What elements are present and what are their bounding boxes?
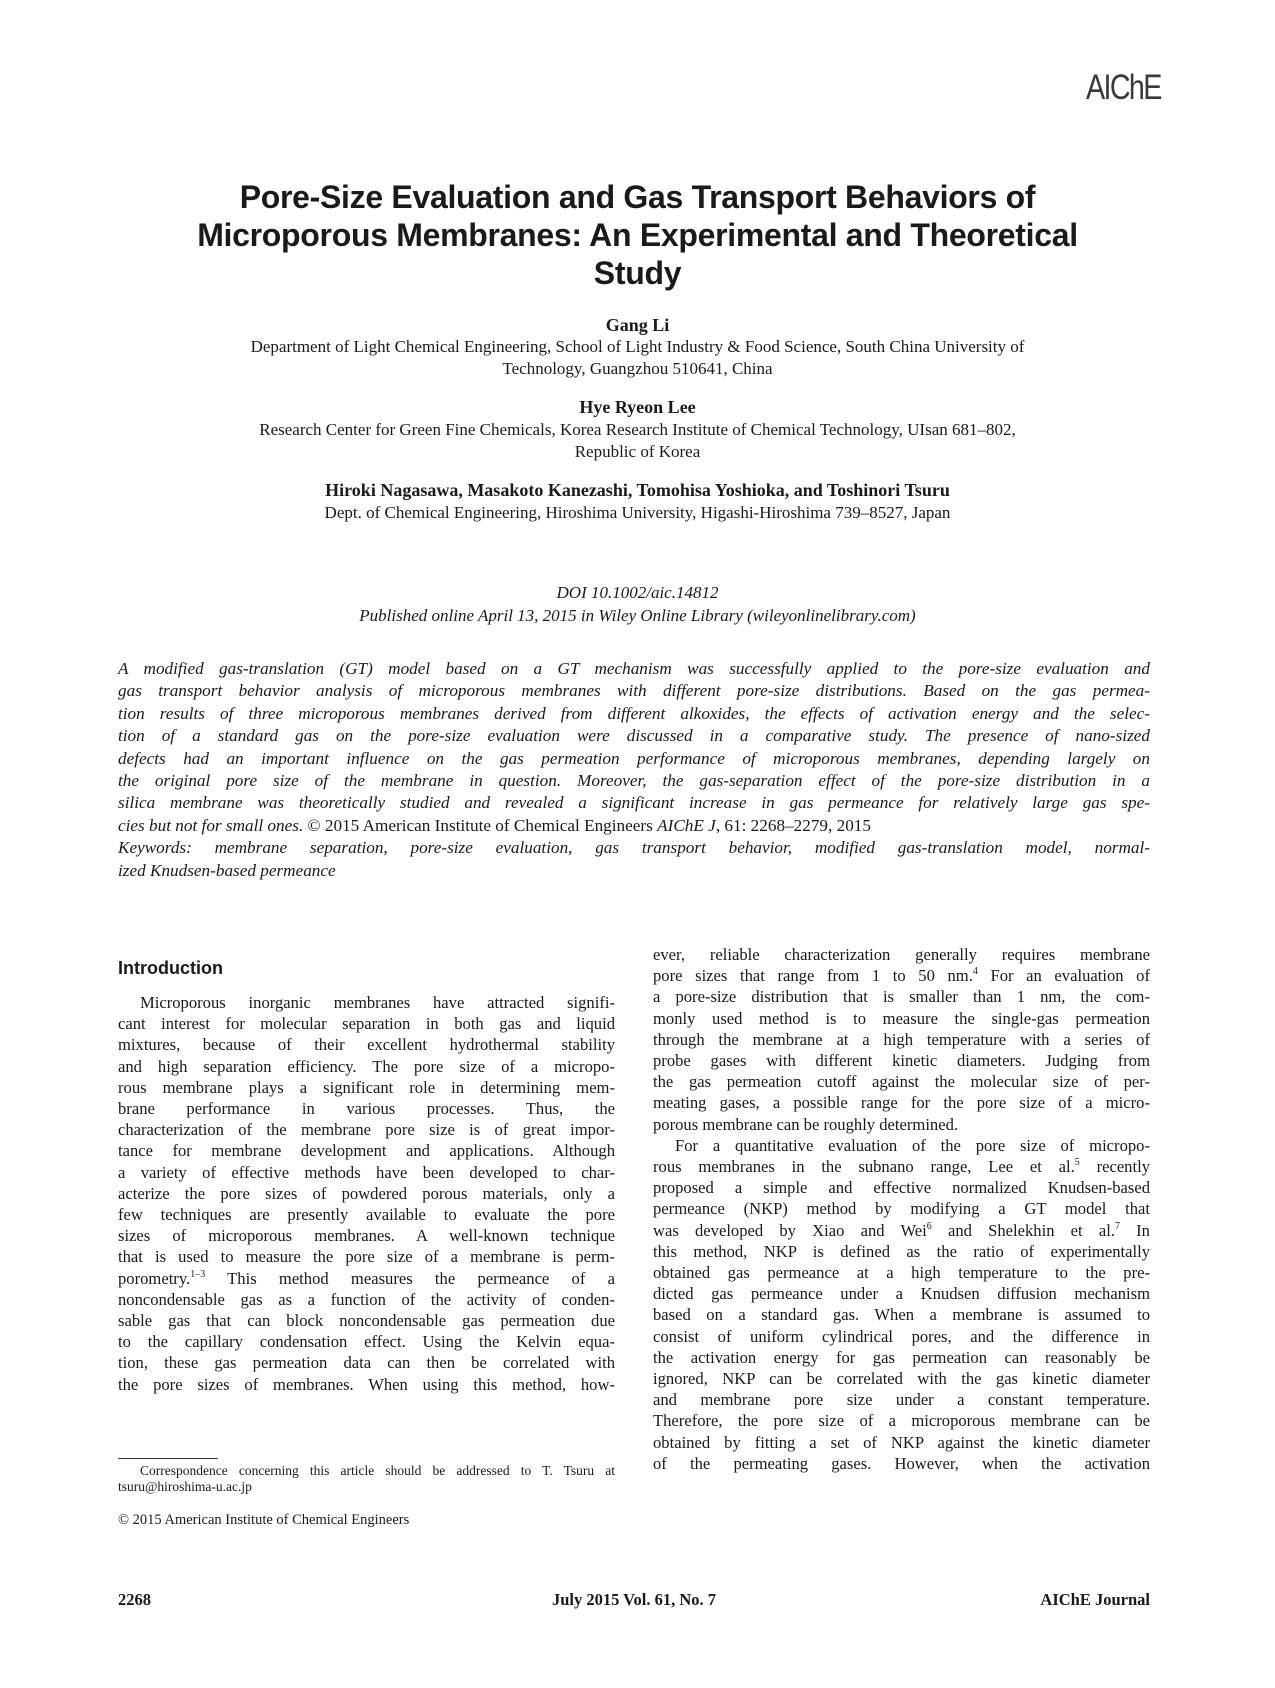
footnote-rule (118, 1458, 218, 1459)
text-line: pore sizes that range from 1 to 50 nm.$^4$ For an evaluation of (653, 966, 1150, 986)
text-line: that is used to measure the pore size of a membrane is perm- (118, 1247, 615, 1267)
text-line: the pore sizes of membranes. When using this method, how- (118, 1374, 615, 1394)
text-line: characterization of the membrane pore size is of great impor- (118, 1120, 615, 1140)
text-line: and high separation efficiency. The pore size of a micropo- (118, 1056, 615, 1076)
reference-superscript: 5 (1074, 1157, 1080, 1169)
reference-superscript: 6 (926, 1220, 932, 1232)
text-line: For a quantitative evaluation of the pore size of micropo- (675, 1135, 1150, 1155)
author-names: Hiroki Nagasawa, Masakoto Kanezashi, Tomohisa Yoshioka, and Toshinori Tsuru (325, 480, 950, 500)
right-column (653, 944, 1150, 1474)
article-title (150, 178, 1125, 292)
text-line: rous membrane plays a significant role in determining mem- (118, 1077, 615, 1097)
text-line: this method, NKP is defined as the ratio of experimentally (653, 1241, 1150, 1261)
doi: DOI 10.1002/aic.14812 (556, 583, 719, 602)
text-line: meating gases, a possible range for the pore size of a micro- (653, 1093, 1150, 1113)
abstract-line: A modified gas-translation (GT) model based on a GT mechanism was successfully applied to the pore-size evaluation and (118, 659, 1150, 678)
author-affiliation (150, 502, 1125, 524)
title-line: Pore-Size Evaluation and Gas Transport Behaviors of (239, 179, 1036, 215)
reference-superscript: 7 (1114, 1220, 1120, 1232)
issue-info: July 2015 Vol. 61, No. 7 (551, 1590, 717, 1609)
text-line: porous membrane can be roughly determined. (653, 1114, 959, 1134)
title-line: Study (593, 255, 682, 291)
text-line: sable gas that can block noncondensable gas permeation due (118, 1311, 615, 1331)
text-line: obtained gas permeance at a high temperature to the pre- (653, 1263, 1150, 1283)
journal-name: AIChE Journal (1040, 1590, 1150, 1609)
text-line: monly used method is to measure the single-gas permeation (653, 1008, 1150, 1028)
keywords-line: Keywords: membrane separation, pore-size evaluation, gas transport behavior, modified gas-translation model, normal- (118, 838, 1150, 858)
text-line: was developed by Xiao and Wei$^6$ and Shelekhin et al.$^7$ In (653, 1220, 1150, 1240)
footnote-line: tsuru@hiroshima-u.ac.jp (118, 1479, 252, 1494)
text-line: rous membranes in the subnano range, Lee et al.$^5$ recently (653, 1157, 1150, 1177)
author-names: Hye Ryeon Lee (579, 397, 696, 417)
abstract-line: tion results of three microporous membranes derived from different alkoxides, the effects of activation energy and the selec- (118, 703, 1150, 723)
text-line: probe gases with different kinetic diameters. Judging from (653, 1051, 1150, 1071)
text-line: mixtures, because of their excellent hydrothermal stability (118, 1035, 615, 1055)
text-line: tance for membrane development and applications. Although (118, 1141, 615, 1161)
text-line: ever, reliable characterization generally requires membrane (653, 945, 1150, 964)
abstract (118, 658, 1150, 882)
abstract-line: gas transport behavior analysis of microporous membranes with different pore-size distributions. Based on the gas permea- (118, 681, 1150, 701)
abstract-line: defects had an important influence on the gas permeation performance of microporous membranes, depending largely on (118, 748, 1150, 768)
reference-superscript: 1–3 (190, 1268, 206, 1280)
text-line: the gas permeation cutoff against the molecular size of per- (653, 1072, 1150, 1092)
keywords-line: ized Knudsen-based permeance (118, 860, 336, 880)
page-number: 2268 (118, 1590, 151, 1609)
footnote-line: Correspondence concerning this article should be addressed to T. Tsuru at (140, 1463, 615, 1478)
text-line: proposed a simple and effective normalized Knudsen-based (653, 1178, 1150, 1198)
affiliation-line: Republic of Korea (574, 442, 701, 461)
left-column (118, 992, 615, 1395)
text-line: permeance (NKP) method by modifying a GT model that (653, 1199, 1150, 1219)
text-line: porometry.$^{1-3}$ This method measures the permeance of a (118, 1268, 615, 1288)
text-line: a pore-size distribution that is smaller than 1 nm, the com- (653, 987, 1150, 1007)
text-line: Microporous inorganic membranes have attracted signifi- (140, 993, 615, 1012)
text-line: sizes of microporous membranes. A well-known technique (118, 1226, 615, 1246)
text-line: and membrane pore size under a constant temperature. (653, 1390, 1150, 1410)
text-line: acterize the pore sizes of powdered porous materials, only a (118, 1183, 615, 1203)
affiliation-line: Research Center for Green Fine Chemicals, Korea Research Institute of Chemical Technology, UIsan 681–802, (259, 420, 1016, 439)
reference-superscript: 4 (972, 966, 978, 978)
title-line: Microporous Membranes: An Experimental and Theoretical (197, 217, 1078, 253)
text-line: the activation energy for gas permeation can reasonably be (653, 1347, 1150, 1367)
journal-logo: AIChE (1086, 68, 1161, 107)
copyright-notice: © 2015 American Institute of Chemical Engineers (118, 1512, 410, 1528)
text-line: Therefore, the pore size of a microporous membrane can be (653, 1411, 1150, 1431)
author-affiliation (150, 336, 1125, 380)
text-line: obtained by fitting a set of NKP against the kinetic diameter (653, 1432, 1150, 1452)
published-online: Published online April 13, 2015 in Wiley Online Library (wileyonlinelibrary.com) (359, 606, 916, 625)
text-line: dicted gas permeance under a Knudsen diffusion mechanism (653, 1284, 1150, 1304)
text-line: ignored, NKP can be correlated with the gas kinetic diameter (653, 1369, 1150, 1389)
text-line: to the capillary condensation effect. Using the Kelvin equa- (118, 1332, 615, 1352)
text-line: cant interest for molecular separation in both gas and liquid (118, 1014, 615, 1034)
abstract-line: tion of a standard gas on the pore-size evaluation were discussed in a comparative study. The presence of nano-sized (118, 726, 1150, 746)
text-line: consist of uniform cylindrical pores, and the difference in (653, 1326, 1150, 1346)
text-line: a variety of effective methods have been developed to char- (118, 1162, 615, 1182)
affiliation-line: Dept. of Chemical Engineering, Hiroshima University, Higashi-Hiroshima 739–8527, Japan (324, 503, 951, 522)
abstract-line: silica membrane was theoretically studied and revealed a significant increase in gas permeance for relatively large gas spe- (118, 793, 1150, 813)
text-line: brane performance in various processes. Thus, the (118, 1099, 615, 1119)
text-line: based on a standard gas. When a membrane is assumed to (653, 1305, 1150, 1325)
author-affiliation (150, 419, 1125, 463)
abstract-line: the original pore size of the membrane in question. Moreover, the gas-separation effect of the pore-size distribution in a (118, 771, 1150, 791)
text-line: noncondensable gas as a function of the activity of conden- (118, 1289, 615, 1309)
text-line: of the permeating gases. However, when the activation (653, 1453, 1150, 1473)
affiliation-line: Department of Light Chemical Engineering, School of Light Industry & Food Science, South China University of (250, 337, 1025, 356)
section-heading-introduction: Introduction (118, 958, 223, 978)
affiliation-line: Technology, Guangzhou 510641, China (502, 359, 773, 378)
text-line: few techniques are presently available to evaluate the pore (118, 1205, 615, 1225)
text-line: tion, these gas permeation data can then be correlated with (118, 1353, 615, 1373)
abstract-line: cies but not for small ones. © 2015 American Institute of Chemical Engineers AIChE J, 61: 2268–2279, 2015 (118, 815, 871, 835)
text-line: through the membrane at a high temperature with a series of (653, 1029, 1150, 1049)
correspondence-footnote (118, 1463, 615, 1495)
author-names: Gang Li (605, 315, 670, 335)
